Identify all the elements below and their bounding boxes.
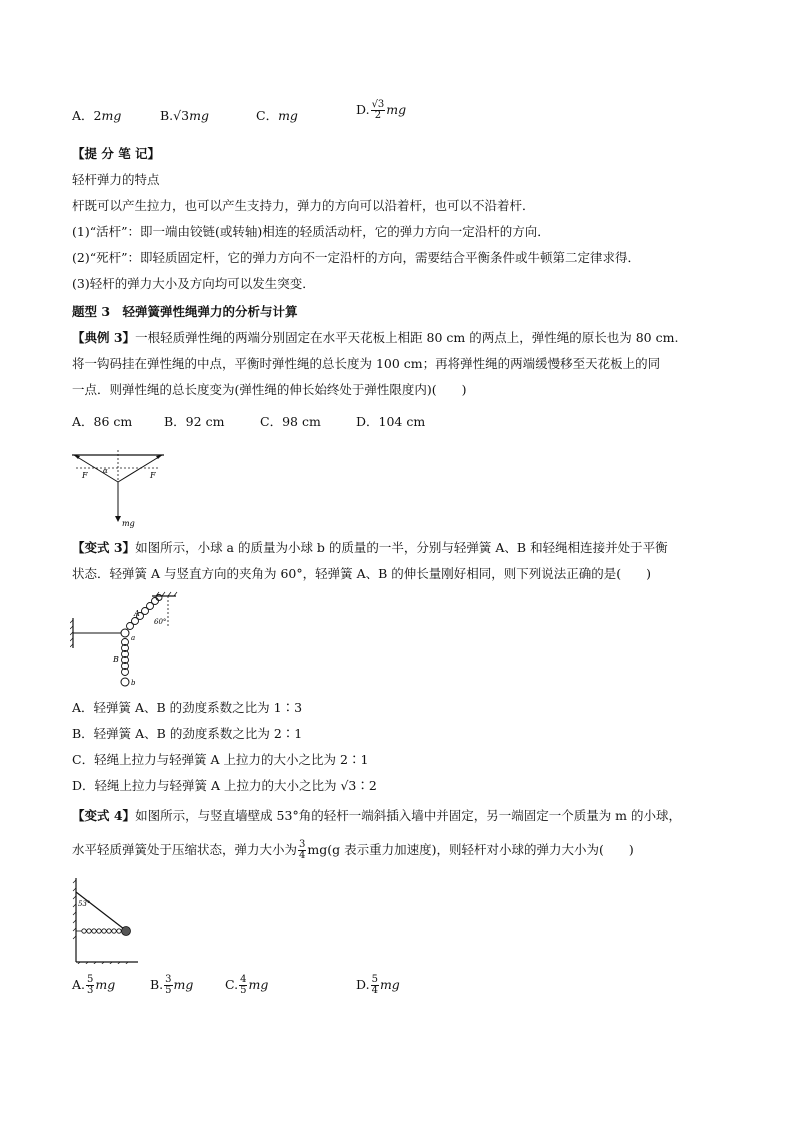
option-c: C．mg [256,108,298,123]
notes-heading: 【提 分 笔 记】 [72,146,161,161]
notes-line-3: (2)“死杆”：即轻质固定杆，它的弹力方向不一定沿杆的方向，需要结合平衡条件或牛顿第二定律求得． [72,250,640,265]
topic-3-title: 题型 3 轻弹簧弹性绳弹力的分析与计算 [72,304,298,319]
fig-spring-a-label: A [134,609,140,618]
variant-4-option-d: D. $\frac{5}{4}$ mg [356,974,400,996]
example-3-option-d: D．104 cm [356,414,426,429]
variant-3-option-c: C．轻绳上拉力与轻弹簧 A 上拉力的大小之比为 2∶1 [72,752,369,767]
fig-53-angle-label: 53° [78,900,91,908]
fig-f-left: F [82,471,88,480]
option-a: A．2mg [72,108,122,123]
fig-alpha: α [103,467,108,475]
fig-ball-a-label: a [131,634,136,642]
notes-subheading: 轻杆弹力的特点 [72,172,160,187]
variant-3-option-d: D．轻绳上拉力与轻弹簧 A 上拉力的大小之比为 √3∶2 [72,778,377,793]
variant-3-option-a: A．轻弹簧 A、B 的劲度系数之比为 1∶3 [72,700,303,715]
example-3-line-2: 将一钩码挂在弹性绳的中点，平衡时弹性绳的总长度为 100 cm；再将弹性绳的两端缓慢移至天花板上的同 [72,356,661,371]
variant-3-line-1: 【变式 3】如图所示，小球 a 的质量为小球 b 的质量的一半，分别与轻弹簧 A、B 和轻绳相连接并处于平衡 [72,540,668,555]
example-3-figure [70,448,170,532]
variant-4-option-b: B. $\frac{3}{5}$ mg [150,974,194,996]
example-3-option-c: C．98 cm [260,414,321,429]
fig-angle-label: 60° [154,618,167,626]
notes-line-4: (3)轻杆的弹力大小及方向均可以发生突变． [72,276,315,291]
example-3-line-3: 一点．则弹性绳的总长度变为(弹性绳的伸长始终处于弹性限度内)( ) [72,382,467,397]
option-d: D. $\frac{√3}{2}$ mg [356,99,407,121]
variant-4-line-2: 水平轻质弹簧处于压缩状态，弹力大小为 $\frac{3}{4}$ mg(g 表示重力加速度)，则轻杆对小球的弹力大小为( ) [72,839,634,861]
notes-line-1: 杆既可以产生拉力，也可以产生支持力，弹力的方向可以沿着杆，也可以不沿着杆． [72,198,535,213]
example-3-line-1: 【典例 3】一根轻质弹性绳的两端分别固定在水平天花板上相距 80 cm 的两点上，弹性绳的原长也为 80 cm. [72,330,679,345]
example-3-option-a: A．86 cm [72,414,133,429]
example-3-option-b: B．92 cm [164,414,225,429]
fig-f-right: F [150,471,156,480]
variant-3-line-2: 状态．轻弹簧 A 与竖直方向的夹角为 60°，轻弹簧 A、B 的伸长量刚好相同，则下列说法正确的是( ) [72,566,652,581]
variant-4-figure [70,874,140,964]
fig-mg: mg [122,519,135,528]
fig-spring-b-label: B [113,655,119,664]
notes-line-2: (1)“活杆”：即一端由铰链(或转轴)相连的轻质活动杆，它的弹力方向一定沿杆的方向． [72,224,550,239]
variant-3-figure [70,590,180,692]
variant-4-option-c: C. $\frac{4}{5}$ mg [225,974,269,996]
variant-4-option-a: A. $\frac{5}{3}$ mg [72,974,116,996]
option-b: B.√3mg [160,108,209,123]
fig-ball-b-label: b [131,679,136,687]
variant-3-option-b: B．轻弹簧 A、B 的劲度系数之比为 2∶1 [72,726,303,741]
variant-4-line-1: 【变式 4】如图所示，与竖直墙壁成 53°角的轻杆一端斜插入墙中并固定，另一端固定一个质量为 m 的小球， [72,808,681,823]
